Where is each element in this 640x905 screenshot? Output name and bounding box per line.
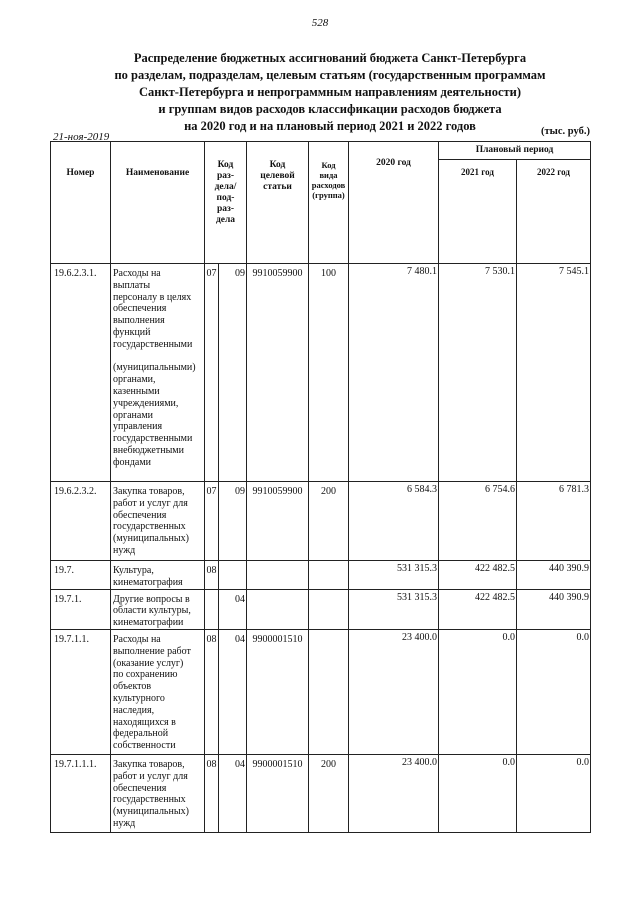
row-amount-2022: 440 390.9 [517, 561, 591, 590]
header-name: Наименование [111, 142, 205, 264]
row-expense-type: 200 [309, 482, 349, 561]
row-name: Расходы на выплаты персоналу в целях обеспечения выполнения функций государственными (муниципальными) органами, казенными учреждениями, органами управления государственными внебюджетными фондами [111, 264, 205, 482]
table-row [51, 629, 591, 754]
row-amount-2020: 7 480.1 [349, 264, 439, 482]
header-target-code: Код целевой статьи [247, 142, 309, 264]
row-target-code [247, 589, 309, 629]
row-amount-2021: 6 754.6 [439, 482, 517, 561]
row-number: 19.7.1. [51, 589, 111, 629]
report-date: 21-ноя-2019 [53, 131, 110, 143]
header-2022: 2022 год [517, 160, 591, 264]
row-amount-2020: 6 584.3 [349, 482, 439, 561]
row-section-code [205, 589, 219, 629]
row-amount-2021: 0.0 [439, 754, 517, 832]
row-amount-2020: 531 315.3 [349, 589, 439, 629]
row-amount-2020: 531 315.3 [349, 561, 439, 590]
row-name: Другие вопросы в области культуры, кинематографии [111, 589, 205, 629]
row-amount-2021: 7 530.1 [439, 264, 517, 482]
header-section-code: Код раз- дела/ под- раз- дела [205, 142, 247, 264]
row-amount-2022: 0.0 [517, 754, 591, 832]
document-title: Распределение бюджетных ассигнований бюджета Санкт-Петербурга по разделам, подразделам, целевым статьям (государственным программам Санкт-Петербурга и непрограммным направлениям деятельности) и группам видов расходов классификации расходов бюджета на 2020 год и на плановый период 2021 и 2022 годов [114, 51, 546, 133]
row-target-code: 9910059900 [247, 264, 309, 482]
row-amount-2021: 422 482.5 [439, 561, 517, 590]
row-subsection-code: 09 [219, 482, 247, 561]
row-target-code: 9900001510 [247, 629, 309, 754]
row-name: Культура, кинематография [111, 561, 205, 590]
row-amount-2022: 0.0 [517, 629, 591, 754]
row-expense-type: 100 [309, 264, 349, 482]
row-amount-2020: 23 400.0 [349, 629, 439, 754]
row-expense-type: 200 [309, 754, 349, 832]
row-amount-2021: 422 482.5 [439, 589, 517, 629]
row-number: 19.6.2.3.1. [51, 264, 111, 482]
row-amount-2022: 6 781.3 [517, 482, 591, 561]
row-target-code: 9900001510 [247, 754, 309, 832]
row-subsection-code: 04 [219, 754, 247, 832]
table-row [51, 264, 591, 482]
header-number: Номер [51, 142, 111, 264]
row-number: 19.7.1.1.1. [51, 754, 111, 832]
row-section-code: 07 [205, 482, 219, 561]
header-2021: 2021 год [439, 160, 517, 264]
table-row [51, 482, 591, 561]
budget-table [50, 141, 591, 833]
table-row [51, 561, 591, 590]
row-section-code: 08 [205, 754, 219, 832]
header-expense-type: Код вида расходов (группа) [309, 142, 349, 264]
row-number: 19.6.2.3.2. [51, 482, 111, 561]
table-row [51, 754, 591, 832]
row-section-code: 08 [205, 561, 219, 590]
row-subsection-code: 04 [219, 589, 247, 629]
row-amount-2020: 23 400.0 [349, 754, 439, 832]
header-plan-period: Плановый период [439, 142, 591, 160]
row-number: 19.7. [51, 561, 111, 590]
row-subsection-code [219, 561, 247, 590]
row-expense-type [309, 561, 349, 590]
page-number: 528 [311, 17, 329, 29]
row-target-code: 9910059900 [247, 482, 309, 561]
table-row [51, 589, 591, 629]
row-target-code [247, 561, 309, 590]
row-section-code: 07 [205, 264, 219, 482]
row-name: Закупка товаров, работ и услуг для обеспечения государственных (муниципальных) нужд [111, 754, 205, 832]
header-2020: 2020 год [349, 142, 439, 264]
row-subsection-code: 04 [219, 629, 247, 754]
units-label: (тыс. руб.) [541, 126, 590, 137]
row-name: Расходы на выполнение работ (оказание услуг) по сохранению объектов культурного наследия, находящихся в федеральной собственности [111, 629, 205, 754]
row-amount-2022: 440 390.9 [517, 589, 591, 629]
row-number: 19.7.1.1. [51, 629, 111, 754]
row-section-code: 08 [205, 629, 219, 754]
row-expense-type [309, 629, 349, 754]
row-amount-2021: 0.0 [439, 629, 517, 754]
row-expense-type [309, 589, 349, 629]
row-subsection-code: 09 [219, 264, 247, 482]
row-name: Закупка товаров, работ и услуг для обеспечения государственных (муниципальных) нужд [111, 482, 205, 561]
row-amount-2022: 7 545.1 [517, 264, 591, 482]
